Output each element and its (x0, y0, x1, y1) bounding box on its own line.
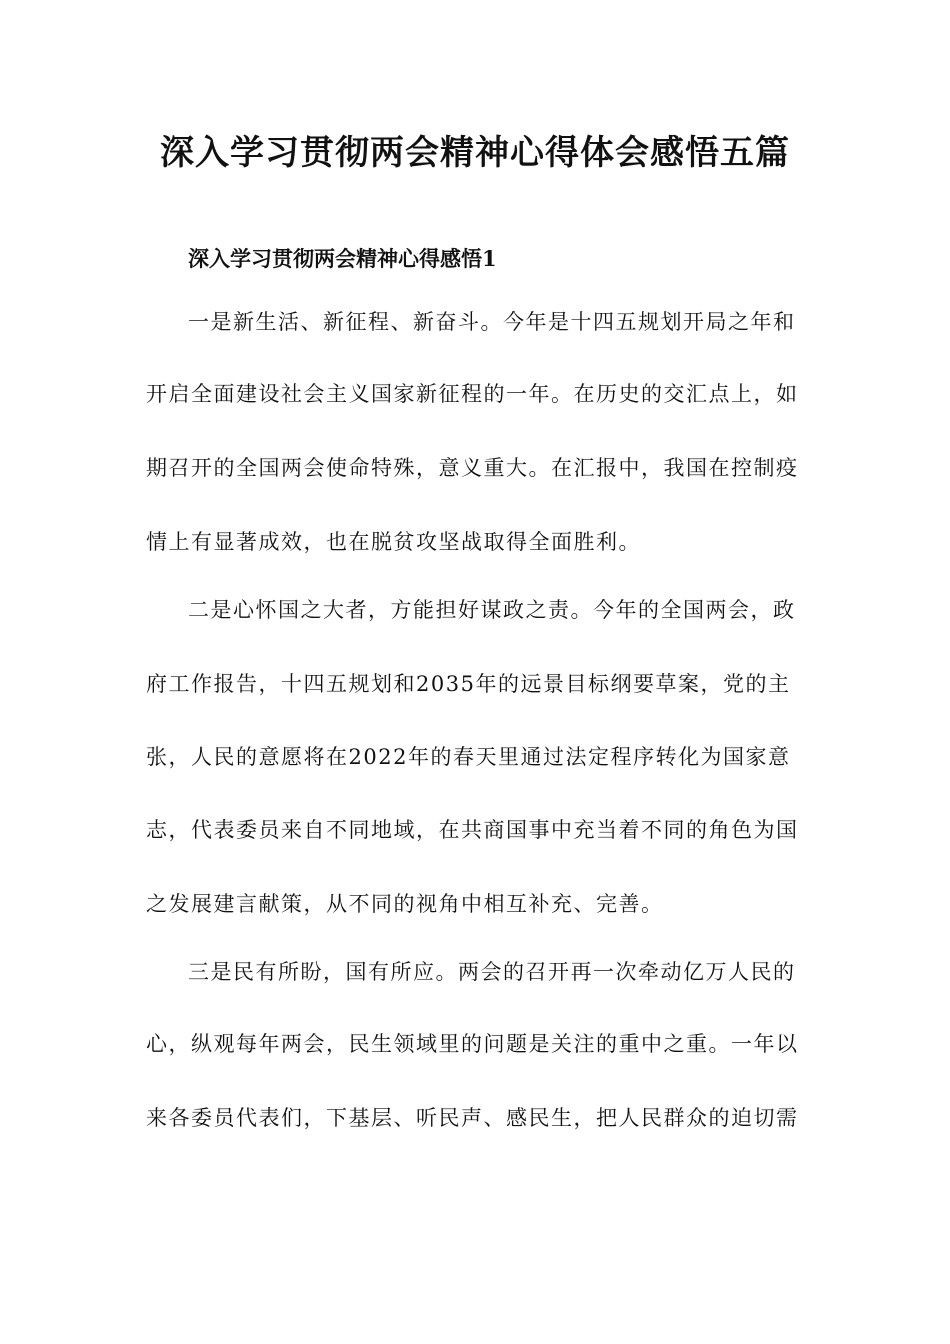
paragraph-line: 心，纵观每年两会，民生领域里的问题是关注的重中之重。一年以 (146, 1032, 799, 1056)
paragraph-line: 之发展建言献策，从不同的视角中相互补充、完善。 (146, 892, 664, 916)
paragraph-line: 期召开的全国两会使命特殊，意义重大。在汇报中，我国在控制疫 (146, 456, 799, 480)
paragraph-line: 开启全面建设社会主义国家新征程的一年。在历史的交汇点上，如 (146, 382, 799, 406)
paragraph-line: 来各委员代表们，下基层、听民声、感民生，把人民群众的迫切需 (146, 1106, 799, 1130)
paragraph-line: 情上有显著成效，也在脱贫攻坚战取得全面胜利。 (146, 530, 641, 554)
section-heading: 深入学习贯彻两会精神心得感悟1 (188, 246, 497, 271)
paragraph-line: 二是心怀国之大者，方能担好谋政之责。今年的全国两会，政 (188, 598, 796, 622)
paragraph-line: 志，代表委员来自不同地域，在共商国事中充当着不同的角色为国 (146, 818, 799, 842)
paragraph-line: 府工作报告，十四五规划和2035年的远景目标纲要草案，党的主 (146, 672, 791, 696)
document-title: 深入学习贯彻两会精神心得体会感悟五篇 (160, 133, 790, 173)
paragraph-line: 张，人民的意愿将在2022年的春天里通过法定程序转化为国家意 (146, 745, 791, 769)
paragraph-line: 一是新生活、新征程、新奋斗。今年是十四五规划开局之年和 (188, 310, 796, 334)
paragraph-line: 三是民有所盼，国有所应。两会的召开再一次牵动亿万人民的 (188, 960, 796, 984)
